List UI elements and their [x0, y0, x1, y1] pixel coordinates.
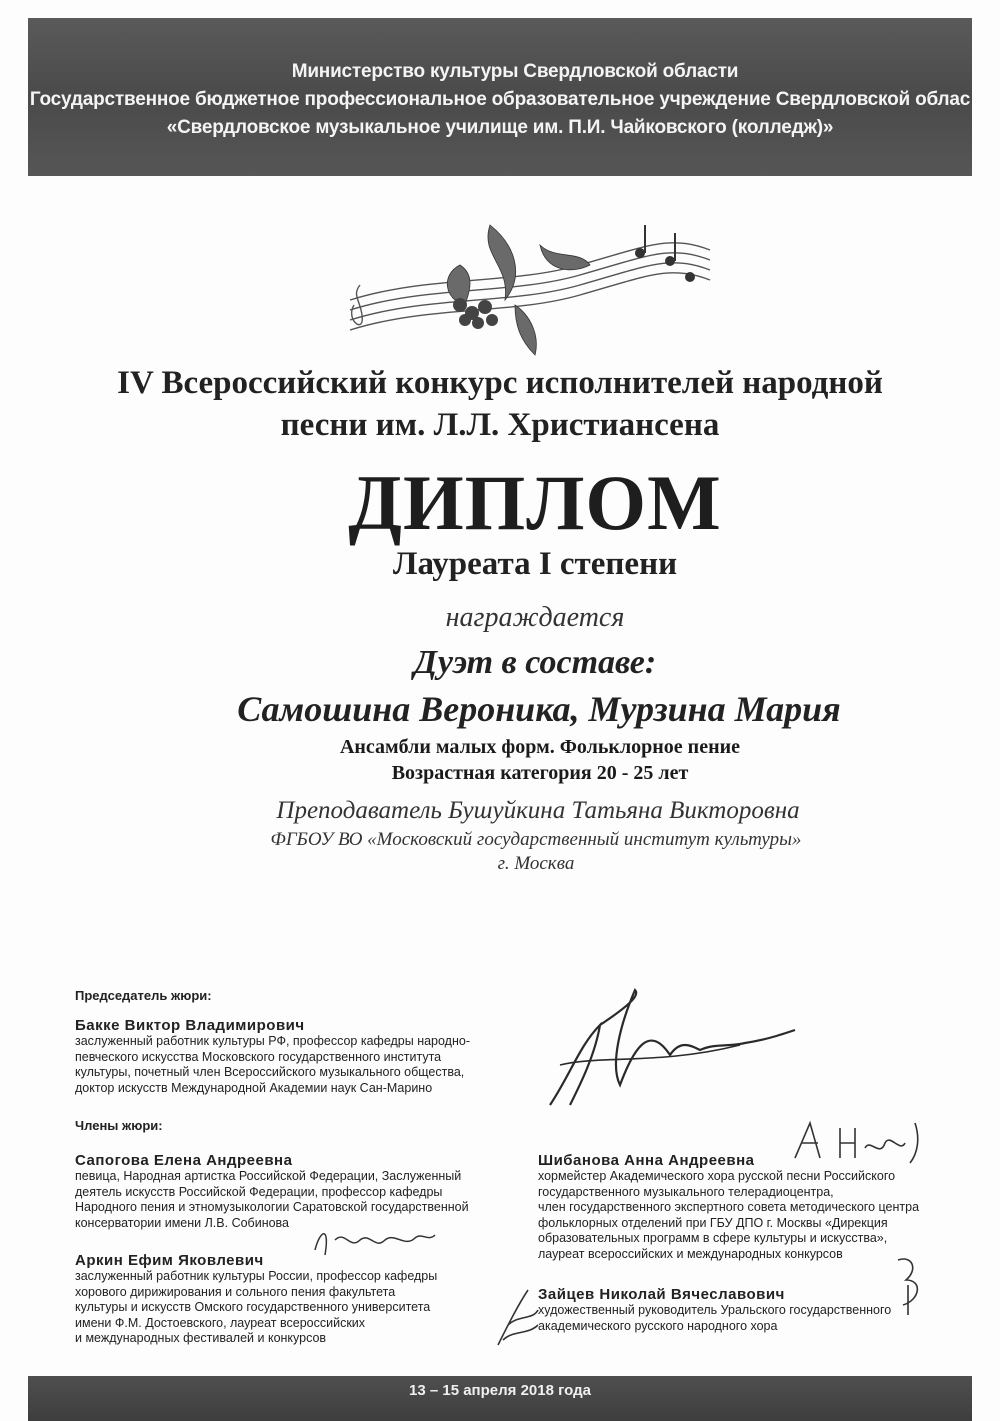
member-signature [790, 1118, 940, 1168]
contest-title-line1: IV Всероссийский конкурс исполнителей народной [117, 365, 883, 401]
jury-member [75, 1152, 535, 1231]
institution-block [0, 828, 1000, 876]
chair-label: Председатель жюри: [75, 988, 212, 1003]
ministry-line: Министерство культуры Свердловской области [291, 61, 739, 82]
jury-member [75, 1252, 535, 1347]
jury-member [538, 1152, 978, 1262]
members-label-block [75, 1118, 163, 1133]
contest-title [0, 362, 1000, 446]
nomination: Ансамбли малых форм. Фольклорное пение [339, 736, 741, 758]
header-band [28, 18, 972, 176]
event-date: 13 – 15 апреля 2018 года [409, 1382, 591, 1399]
city: г. Москва [497, 853, 575, 874]
chair-description: заслуженный работник культуры РФ, профессор кафедры народно- певческого искусства Московского государственного института культуры, почетный член Всероссийского музыкального общества, доктор искусств Международной Академии наук Сан-Марино [75, 1034, 470, 1095]
music-branch-ornament [340, 205, 720, 365]
footer-band [28, 1376, 972, 1421]
members-label: Члены жюри: [75, 1118, 163, 1133]
member-name: Шибанова Анна Андреевна [538, 1152, 755, 1169]
diploma-title: ДИПЛОМ [348, 459, 722, 546]
recipient-names: Самошина Вероника, Мурзина Мария [237, 689, 841, 729]
nomination-block [0, 734, 1000, 786]
age-category: Возрастная категория 20 - 25 лет [391, 762, 689, 784]
member-description: художественный руководитель Уральского государственного академического русского народного хора [538, 1303, 892, 1333]
chair-signature [540, 985, 800, 1125]
member-signature [878, 1250, 938, 1320]
laureate-degree: Лауреата I степени [392, 546, 678, 582]
member-name: Зайцев Николай Вячеславович [538, 1286, 785, 1303]
teacher: Преподаватель Бушуйкина Татьяна Викторовна [276, 797, 800, 824]
college-line: «Свердловское музыкальное училище им. П.И. Чайковского (колледж)» [166, 117, 834, 138]
teacher-institution: ФГБОУ ВО «Московский государственный институт культуры» [270, 829, 802, 850]
chair-name: Бакке Виктор Владимирович [75, 1017, 305, 1034]
member-signature [310, 1220, 440, 1260]
jury-chair-block [75, 988, 535, 1096]
member-name: Аркин Ефим Яковлевич [75, 1252, 264, 1269]
awarded-text: награждается [445, 602, 625, 633]
recipient-intro: Дуэт в составе: [413, 644, 657, 681]
member-name: Сапогова Елена Андреевна [75, 1152, 293, 1169]
member-description: заслуженный работник культуры России, профессор кафедры хорового дирижирования и сольного пения факультета культуры и искусств Омского государственного университета имени Ф.М. Достоевского, лауреат всероссийских и международных фестивалей и конкурсов [75, 1269, 438, 1345]
member-signature [488, 1285, 548, 1355]
institution-line: Государственное бюджетное профессиональное образовательное учреждение Свердловской облас [29, 89, 971, 110]
member-description: певица, Народная артистка Российской Федерации, Заслуженный деятель искусств Российской Федерации, профессор кафедры Народного пения и этномузыкологии Саратовской государственной консерватории имени Л.В. Собинова [75, 1169, 469, 1230]
member-description: хормейстер Академического хора русской песни Российского государственного музыкального телерадиоцентра, член государственного экспертного совета методического центра фольклорных отделений при ГБУ ДПО г. Москвы «Дирекция образовательных программ в сфере культуры и искусства», лауреат всероссийских и международных конкурсов [538, 1169, 920, 1261]
contest-title-line2: песни им. Л.Л. Христиансена [280, 407, 720, 443]
